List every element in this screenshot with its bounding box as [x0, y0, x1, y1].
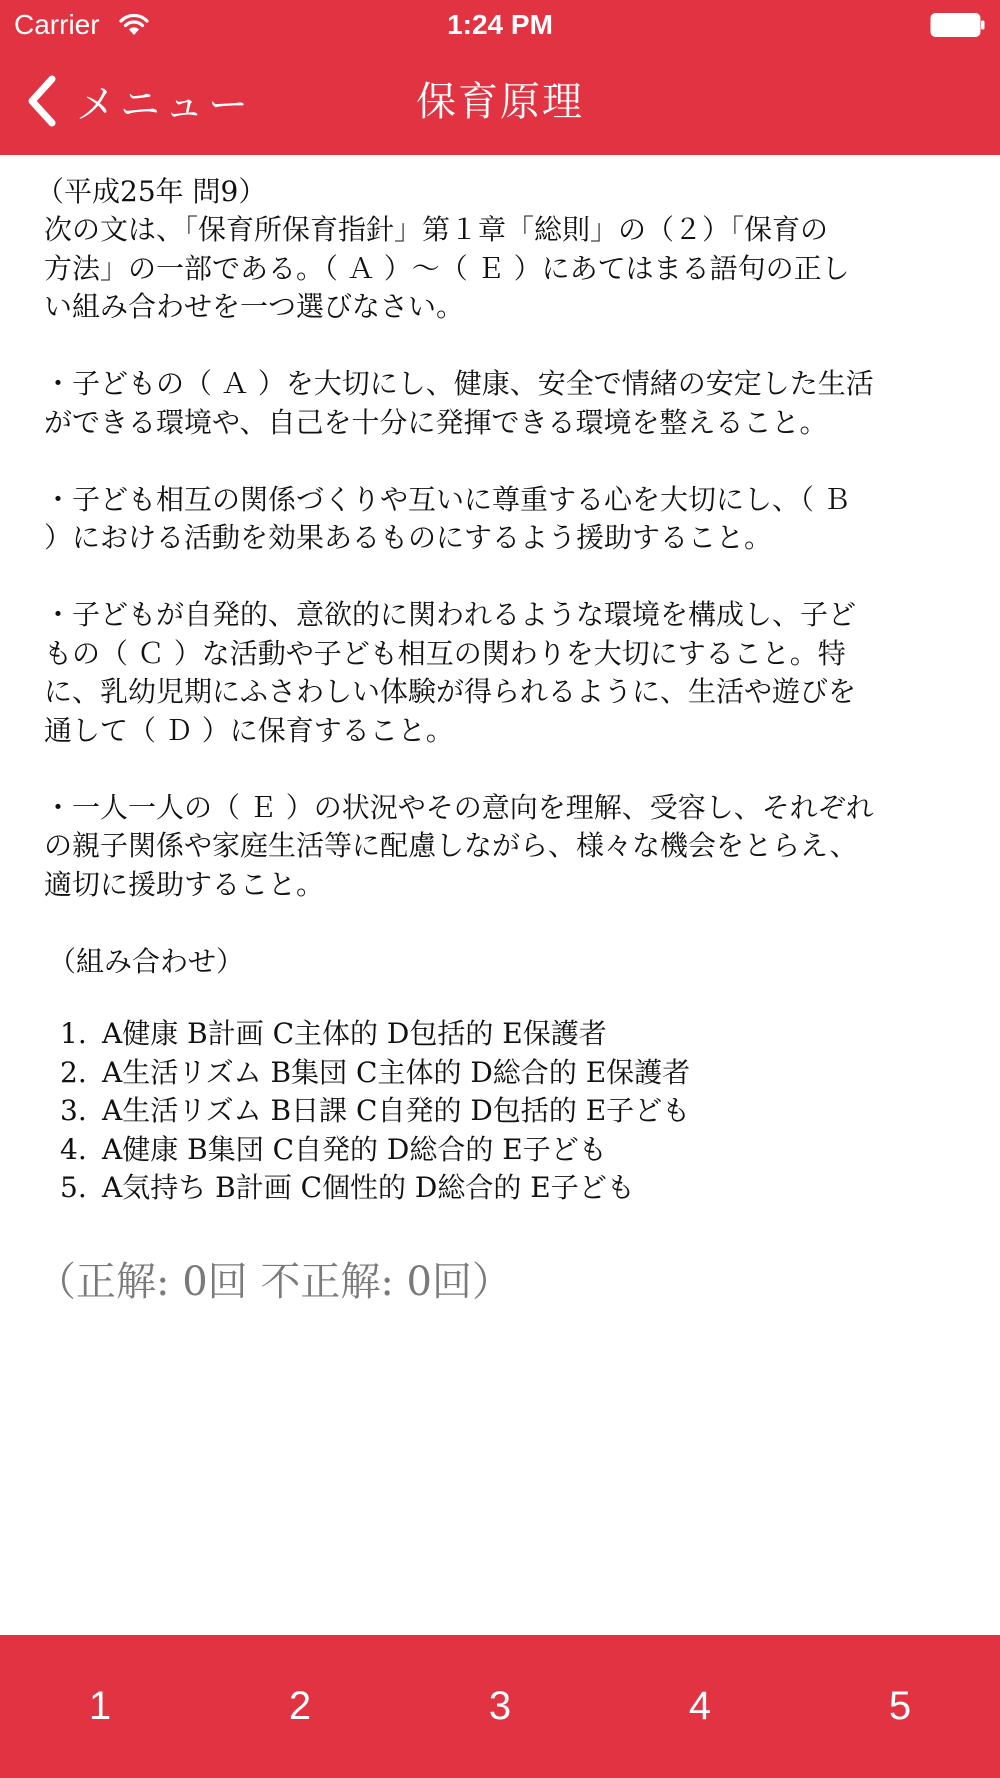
back-button[interactable] — [22, 68, 252, 134]
choice-text: A健康 B計画 C主体的 D包括的 E保護者 — [102, 1017, 607, 1050]
choice-item — [60, 1169, 690, 1208]
choice-text: A気持ち B計画 C個性的 D総合的 E子ども — [102, 1171, 635, 1204]
app-header — [0, 0, 1000, 155]
choice-number: 4. — [60, 1132, 87, 1166]
answer-button-2[interactable]: 2 — [288, 1684, 312, 1728]
page-title: 保育原理 — [416, 79, 584, 125]
choice-number: 5. — [60, 1171, 87, 1204]
choice-number: 2. — [60, 1055, 87, 1089]
answer-button-4[interactable]: 4 — [688, 1684, 712, 1728]
answer-button-5[interactable]: 5 — [888, 1684, 912, 1728]
score-label: （正解: 0回 不正解: 0回） — [36, 1259, 512, 1305]
answer-bar — [0, 1635, 1000, 1778]
status-time: 1:24 PM — [447, 9, 553, 40]
choice-item — [60, 1092, 690, 1131]
status-bar — [0, 0, 1000, 50]
answer-button-1[interactable]: 1 — [88, 1684, 112, 1728]
answer-button-3[interactable]: 3 — [488, 1684, 512, 1728]
choice-text: A生活リズム B日課 C自発的 D包括的 E子ども — [102, 1094, 691, 1127]
question-text: 次の文は、「保育所保育指針」第１章「総則」の（２）「保育の 方法」の一部である。（ Ａ ）～（ Ｅ ）にあてはまる語句の正し い組み合わせを一つ選びなさい。 ・子どもの（ Ａ ）を大切にし、健康、安全で情緒の安定した生活 ができる環境や、自己を十分に発揮できる環境を整えること。 ・子ども相互の関係づくりや互いに尊重する心を大切にし、（ Ｂ ）における活動を効果あるものにするよう援助すること。 ・子どもが自発的、意欲的に関われるような環境を構成し、子ど もの（ Ｃ ）な活動や子ども相互の関わりを大切にすること。特 に、乳幼児期にふさわしい体験が得られるように、生活や遊びを 通して（ Ｄ ）に保育すること。 ・一人一人の（ Ｅ ）の状況やその意向を理解、受容し、それぞれ の親子関係や家庭生活等に配慮しながら、様々な機会をとらえ、 適切に援助すること。 — [44, 213, 874, 901]
battery-full-icon — [930, 12, 986, 38]
choice-text: A健康 B集団 C自発的 D総合的 E子ども — [102, 1132, 607, 1166]
choices-heading: （組み合わせ） — [48, 945, 245, 978]
chevron-left-icon — [22, 73, 62, 129]
question-year-label: （平成25年 問9） — [36, 175, 267, 208]
carrier-label: Carrier — [14, 9, 100, 40]
choice-text: A生活リズム B集団 C主体的 D総合的 E保護者 — [102, 1055, 691, 1089]
choice-number: 1. — [60, 1017, 87, 1050]
choice-number: 3. — [60, 1094, 87, 1127]
question-content — [0, 155, 1000, 1635]
navigation-bar — [0, 50, 1000, 155]
choice-item — [60, 1015, 690, 1054]
choice-item — [60, 1131, 690, 1170]
back-button-label: メニュー — [76, 81, 252, 128]
choice-item — [60, 1054, 690, 1093]
choices-list — [60, 1015, 690, 1208]
